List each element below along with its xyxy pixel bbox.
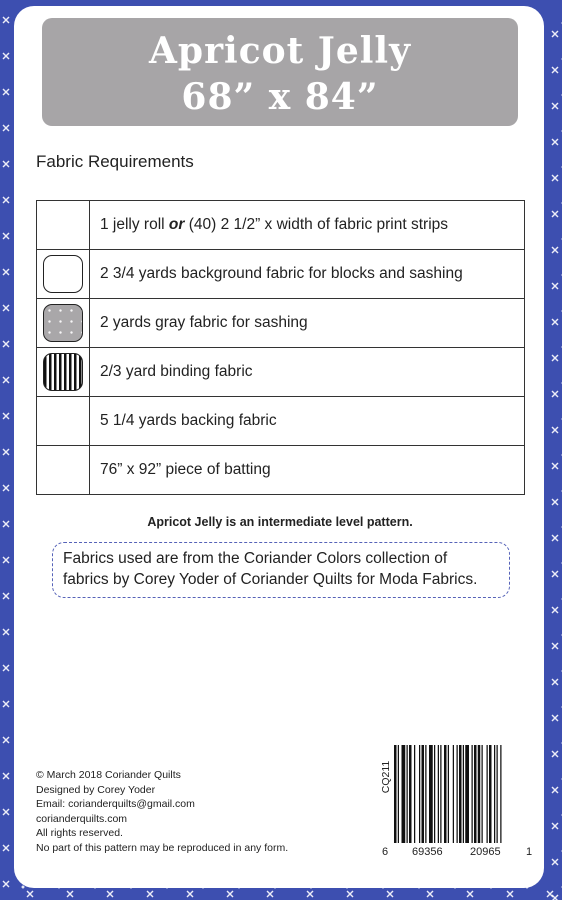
table-row [37, 201, 525, 250]
quilt-size: 68” x 84” [181, 76, 379, 118]
swatch-cell-empty [37, 397, 90, 446]
fabric-note-line: Fabrics used are from the Coriander Colors collection of [63, 550, 448, 567]
credit-line: corianderquilts.com [36, 812, 128, 825]
credit-line: Designed by Corey Yoder [36, 783, 156, 796]
requirement-text: 76” x 92” piece of batting [90, 446, 525, 495]
swatch-cell [37, 250, 90, 299]
barcode-digit-group: 6 [382, 846, 389, 858]
pattern-back-cover [14, 6, 544, 888]
swatch-cell-empty [37, 201, 90, 250]
swatch-cell [37, 348, 90, 397]
copyright-credits [36, 768, 288, 856]
table-row [37, 250, 525, 299]
gray-fabric-swatch-icon [43, 304, 83, 342]
emphasis-or: or [168, 216, 185, 233]
credit-line: All rights reserved. [36, 827, 123, 840]
skill-level-note: Apricot Jelly is an intermediate level pattern. [147, 515, 413, 529]
barcode-digit-group: 1 [526, 846, 533, 858]
credit-line: No part of this pattern may be reproduced in any form. [36, 841, 289, 854]
credit-line: © March 2018 Coriander Quilts [36, 769, 181, 781]
requirement-text: 2 3/4 yards background fabric for blocks and sashing [90, 250, 525, 299]
requirement-text: 2 yards gray fabric for sashing [90, 299, 525, 348]
swatch-cell-empty [37, 446, 90, 495]
striped-fabric-swatch-icon [43, 353, 83, 391]
title-banner [42, 18, 518, 126]
fabric-note-line: fabrics by Corey Yoder of Coriander Quilts for Moda Fabrics. [63, 571, 478, 588]
fabric-requirements-heading: Fabric Requirements [36, 152, 194, 171]
sku-code: CQ211 [380, 760, 392, 794]
barcode [368, 741, 538, 866]
table-row [37, 299, 525, 348]
table-row [37, 446, 525, 495]
barcode-bars-icon [368, 741, 538, 866]
requirement-text: 2/3 yard binding fabric [90, 348, 525, 397]
requirement-text: 5 1/4 yards backing fabric [90, 397, 525, 446]
credit-line: Email: corianderquilts@gmail.com [36, 798, 195, 811]
swatch-cell [37, 299, 90, 348]
requirement-text: 1 jelly roll or (40) 2 1/2” x width of fabric print strips [90, 201, 525, 250]
barcode-digit-group: 20965 [470, 846, 501, 858]
pattern-title: Apricot Jelly [148, 30, 412, 72]
fabric-requirements-table [36, 200, 525, 495]
white-fabric-swatch-icon [43, 255, 83, 293]
fabric-collection-note [52, 542, 510, 598]
table-row [37, 348, 525, 397]
barcode-digit-group: 69356 [412, 846, 443, 858]
table-row [37, 397, 525, 446]
